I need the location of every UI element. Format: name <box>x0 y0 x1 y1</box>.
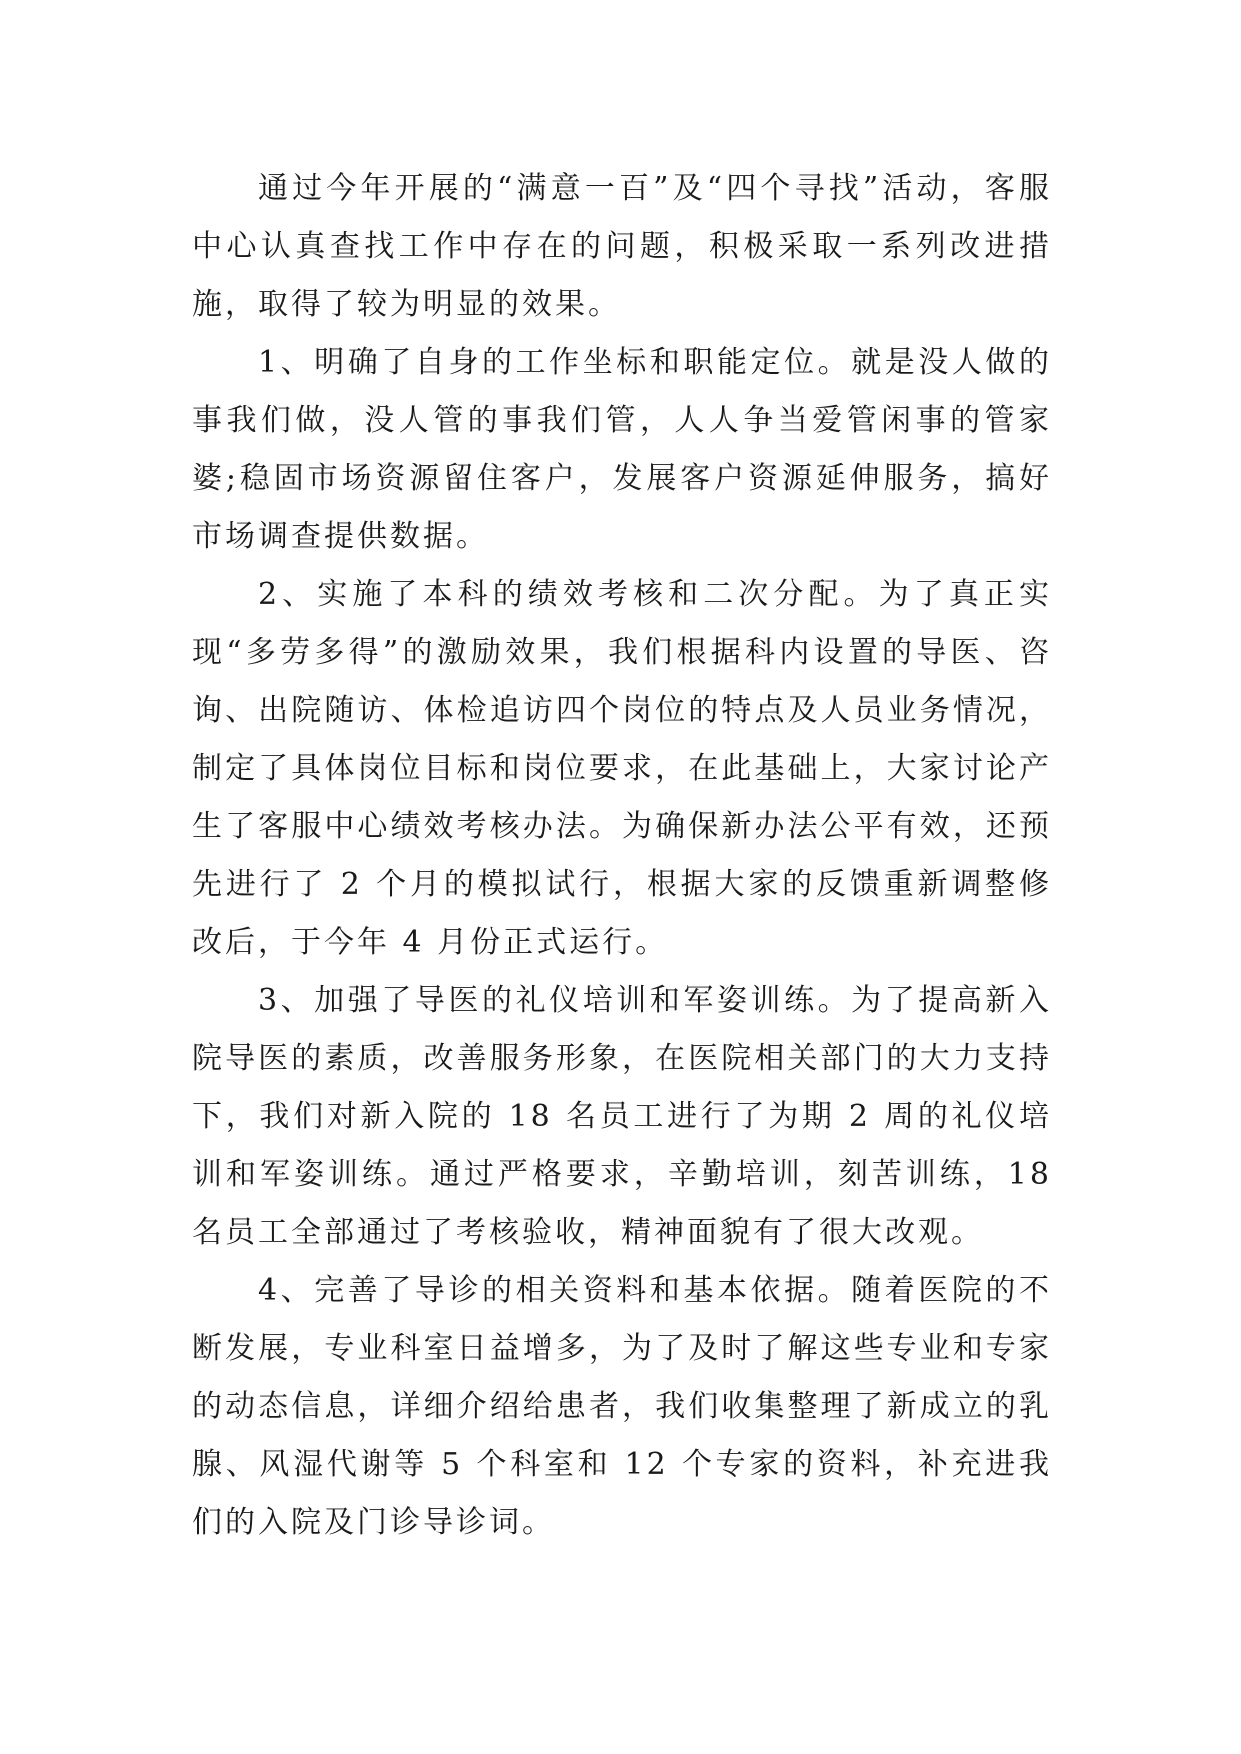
intro-paragraph: 通过今年开展的“满意一百”及“四个寻找”活动，客服中心认真查找工作中存在的问题，积极采取一系列改进措施，取得了较为明显的效果。 <box>192 171 1052 322</box>
paragraph-item-4: 4、完善了导诊的相关资料和基本依据。随着医院的不断发展，专业科室日益增多，为了及时了解这些专业和专家的动态信息，详细介绍给患者，我们收集整理了新成立的乳腺、风湿代谢等 5 个科室和 12 个专家的资料，补充进我们的入院及门诊导诊词。 <box>192 1273 1052 1540</box>
document-body <box>192 160 1052 1552</box>
paragraph-item-1: 1、明确了自身的工作坐标和职能定位。就是没人做的事我们做，没人管的事我们管，人人争当爱管闲事的管家婆;稳固市场资源留住客户，发展客户资源延伸服务，搞好市场调查提供数据。 <box>192 345 1052 554</box>
paragraph-item-3: 3、加强了导医的礼仪培训和军姿训练。为了提高新入院导医的素质，改善服务形象，在医院相关部门的大力支持下，我们对新入院的 18 名员工进行了为期 2 周的礼仪培训和军姿训练。通过严格要求，辛勤培训，刻苦训练，18 名员工全部通过了考核验收，精神面貌有了很大改观。 <box>192 983 1052 1250</box>
paragraph-item-2: 2、实施了本科的绩效考核和二次分配。为了真正实现“多劳多得”的激励效果，我们根据科内设置的导医、咨询、出院随访、体检追访四个岗位的特点及人员业务情况，制定了具体岗位目标和岗位要求，在此基础上，大家讨论产生了客服中心绩效考核办法。为确保新办法公平有效，还预先进行了 2 个月的模拟试行，根据大家的反馈重新调整修改后，于今年 4 月份正式运行。 <box>192 577 1052 960</box>
